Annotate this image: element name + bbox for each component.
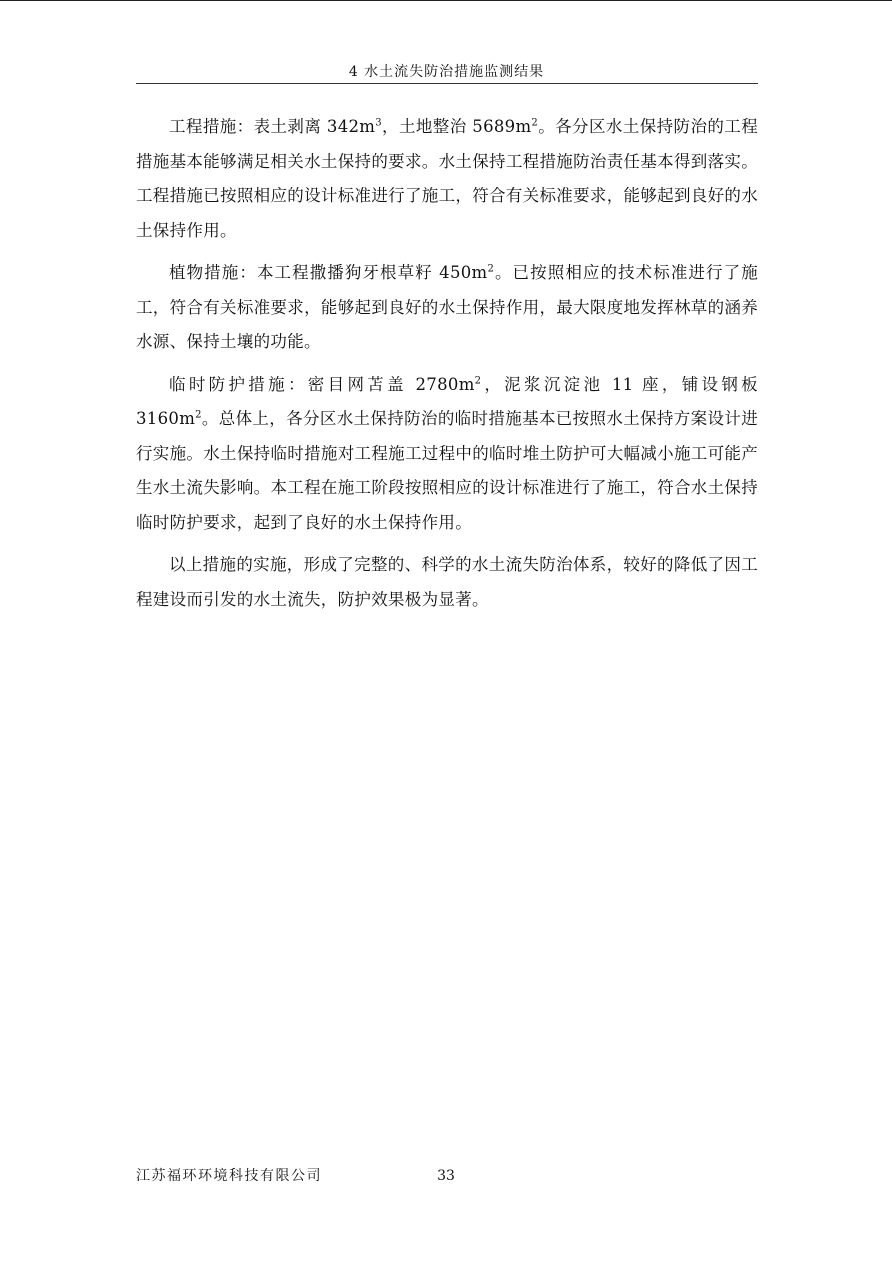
paragraph-engineering-measures	[136, 110, 758, 248]
plant-text-b: 。已按照相应的技术标准进行了施工，符合有关标准要求，能够起到良好的水土保持作用，最大限度地发挥林草的涵养水源、保持土壤的功能。	[136, 263, 758, 351]
engineering-text-c: 。各分区水土保持防治的工程措施基本能够满足相关水土保持的要求。水土保持工程措施防治责任基本得到落实。工程措施已按照相应的设计标准进行了施工，符合有关标准要求，能够起到良好的水土保持作用。	[136, 117, 758, 240]
page-top-border	[0, 0, 892, 1]
footer-page-number: 33	[437, 1168, 455, 1184]
temporary-text-a: 临时防护措施：密目网苫盖 2780m	[169, 374, 475, 394]
plant-sup-a: 2	[487, 263, 495, 275]
page-header-title: 4 水土流失防治措施监测结果	[348, 64, 545, 80]
document-body	[136, 110, 758, 625]
temporary-text-b: ，泥浆沉淀池 11 座，铺设钢板 3160m	[136, 374, 758, 428]
header-divider	[136, 83, 758, 84]
temporary-text-c: 。总体上，各分区水土保持防治的临时措施基本已按照水土保持方案设计进行实施。水土保持临时措施对工程施工过程中的临时堆土防护可大幅减小施工可能产生水土流失影响。本工程在施工阶段按照相应的设计标准进行了施工，符合水土保持临时防护要求，起到了良好的水土保持作用。	[136, 409, 758, 532]
paragraph-temporary-measures	[136, 368, 758, 541]
engineering-sup-a: 3	[375, 117, 382, 129]
temporary-sup-a: 2	[474, 375, 482, 386]
plant-text-a: 植物措施：本工程撒播狗牙根草籽 450m	[169, 263, 488, 282]
engineering-text-a: 工程措施：表土剥离 342m	[169, 117, 376, 136]
summary-text: 以上措施的实施，形成了完整的、科学的水土流失防治体系，较好的降低了因工程建设而引发的水土流失，防护效果极为显著。	[136, 555, 758, 609]
temporary-sup-b: 2	[195, 409, 202, 421]
engineering-text-b: ，土地整治 5689m	[381, 117, 532, 136]
paragraph-summary	[136, 548, 758, 617]
footer-company-name: 江苏福环环境科技有限公司	[136, 1168, 322, 1184]
engineering-sup-b: 2	[531, 117, 539, 129]
paragraph-plant-measures	[136, 256, 758, 360]
